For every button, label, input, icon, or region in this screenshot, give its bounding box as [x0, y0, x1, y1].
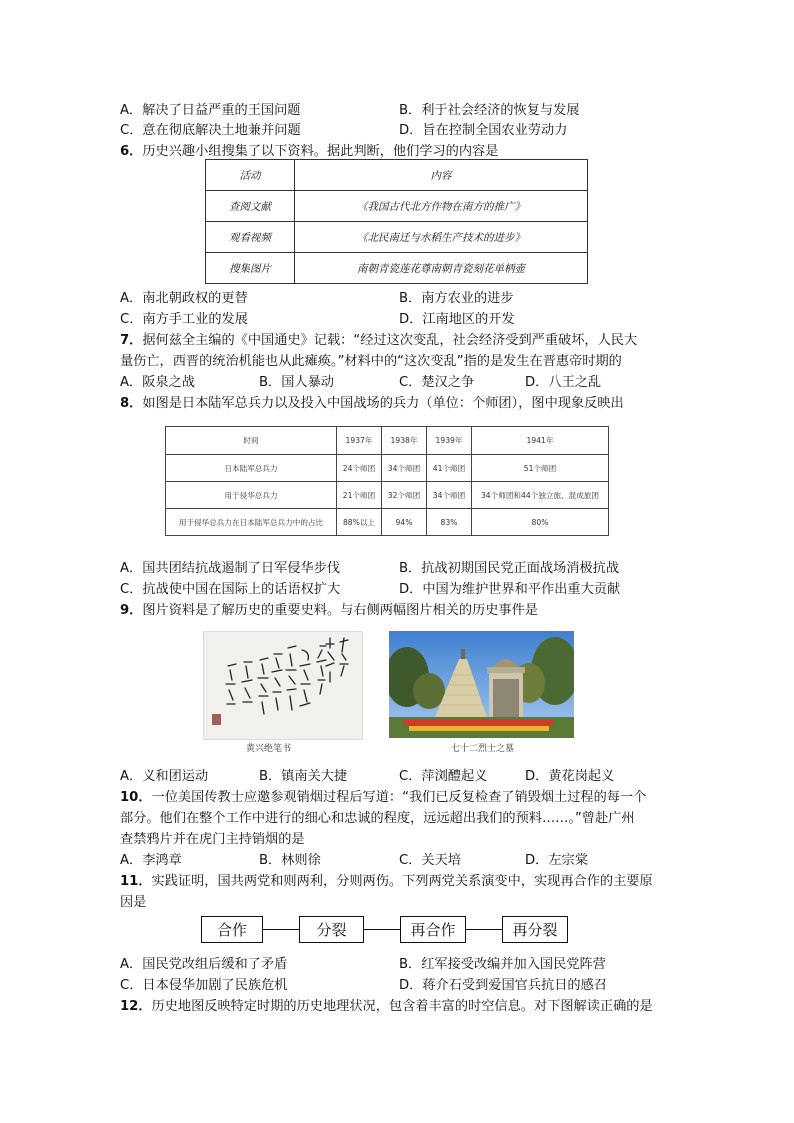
table-header: 1939年: [427, 427, 472, 455]
table-cell: 34个师团和44个独立旅、混成旅团: [472, 482, 609, 509]
q5-option-d: D．旨在控制全国农业劳动力: [399, 123, 568, 138]
table-cell: 21个师团: [337, 482, 382, 509]
table-cell: 南朝青瓷莲花尊南朝青瓷刻花单柄壶: [295, 253, 588, 284]
question-number: 6．: [120, 144, 143, 159]
q6-option-b: B．南方农业的进步: [399, 291, 514, 306]
table-cell: 《北民南迁与水稻生产技术的进步》: [295, 222, 588, 253]
q8-table: [165, 426, 609, 536]
image-caption: 七十二烈士之墓: [451, 744, 515, 754]
table-cell: 《我国古代北方作物在南方的推广》: [295, 191, 588, 222]
question-10-line3: 查禁鸦片并在虎门主持销烟的是: [120, 832, 305, 847]
q5-option-b: B．利于社会经济的恢复与发展: [399, 103, 580, 118]
question-stem-line: 据何兹全主编的《中国通史》记载：“经过这次变乱，社会经济受到严重破坏，人民大: [142, 333, 638, 348]
table-cell: 94%: [382, 509, 427, 536]
question-number: 9．: [120, 603, 143, 618]
flow-step-recooperation: 再合作: [400, 916, 466, 943]
table-header: 内容: [295, 160, 588, 191]
table-header: 1941年: [472, 427, 609, 455]
question-10: [120, 786, 646, 805]
table-cell: 日本陆军总兵力: [166, 455, 337, 482]
question-stem: 如图是日本陆军总兵力以及投入中国战场的兵力（单位：个师团），图中现象反映出: [142, 396, 624, 411]
q8-option-c: C．抗战使中国在国际上的话语权扩大: [120, 582, 341, 597]
table-header: 活动: [206, 160, 295, 191]
question-9: [120, 599, 538, 618]
q6-option-c: C．南方手工业的发展: [120, 312, 248, 327]
question-stem: 历史地图反映特定时期的历史地理状况，包含着丰富的时空信息。对下图解读正确的是: [151, 999, 653, 1014]
table-cell: 32个师团: [382, 482, 427, 509]
question-7: [120, 329, 637, 348]
flow-step-cooperation: 合作: [201, 916, 263, 943]
flow-connector: [262, 929, 299, 930]
table-cell: 80%: [472, 509, 609, 536]
table-cell: 观看视频: [206, 222, 295, 253]
question-number: 10．: [120, 790, 152, 805]
question-stem: 历史兴趣小组搜集了以下资料。据此判断，他们学习的内容是: [142, 144, 499, 159]
question-10-line2: 部分。他们在整个工作中进行的细心和忠诚的程度，远远超出我们的预料……。”曾赴广州: [120, 811, 635, 826]
q10-option-c: C．关天培: [399, 853, 461, 868]
q7-option-d: D．八王之乱: [525, 375, 602, 390]
q7-option-c: C．楚汉之争: [399, 375, 475, 390]
q10-option-a: A．李鸿章: [120, 853, 182, 868]
question-8: [120, 392, 624, 411]
q8-option-d: D．中国为维护世界和平作出重大贡献: [399, 582, 621, 597]
image-caption: 黄兴绝笔书: [246, 744, 292, 754]
q11-option-c: C．日本侵华加剧了民族危机: [120, 978, 288, 993]
question-11-line2: 因是: [120, 895, 147, 910]
table-cell: 88%以上: [337, 509, 382, 536]
question-number: 8．: [120, 396, 143, 411]
question-stem-line: 实践证明，国共两党和则两利，分则两伤。下列两党关系演变中，实现再合作的主要原: [151, 874, 653, 889]
table-cell: 41个师团: [427, 455, 472, 482]
table-cell: 查阅文献: [206, 191, 295, 222]
q11-option-b: B．红军接受改编并加入国民党阵营: [399, 957, 606, 972]
q9-option-c: C．萍浏醴起义: [399, 769, 488, 784]
table-cell: 用于侵华总兵力: [166, 482, 337, 509]
table-cell: 用于侵华总兵力在日本陆军总兵力中的占比: [166, 509, 337, 536]
question-number: 7．: [120, 333, 143, 348]
table-cell: 24个师团: [337, 455, 382, 482]
question-number: 11．: [120, 874, 152, 889]
question-12: [120, 995, 653, 1014]
q5-option-a: A．解决了日益严重的王国问题: [120, 103, 301, 118]
q11-option-d: D．蒋介石受到爱国官兵抗日的感召: [399, 978, 607, 993]
table-cell: 搜集图片: [206, 253, 295, 284]
question-11: [120, 870, 653, 889]
q7-option-b: B．国人暴动: [259, 375, 334, 390]
calligraphy-letter-image: [203, 631, 363, 740]
question-7-line2: 量伤亡，西晋的统治机能也从此瘫痪。”材料中的“这次变乱”指的是发生在晋惠帝时期的: [120, 354, 622, 369]
q6-table: [205, 159, 588, 284]
q5-option-c: C．意在彻底解决土地兼并问题: [120, 123, 301, 138]
q9-option-d: D．黄花岗起义: [525, 769, 615, 784]
question-stem: 图片资料是了解历史的重要史料。与右侧两幅图片相关的历史事件是: [142, 603, 538, 618]
table-cell: 34个师团: [427, 482, 472, 509]
table-header: 1937年: [337, 427, 382, 455]
q10-option-d: D．左宗棠: [525, 853, 588, 868]
q6-option-a: A．南北朝政权的更替: [120, 291, 248, 306]
question-6: [120, 140, 498, 159]
question-number: 12．: [120, 999, 152, 1014]
flow-connector: [363, 929, 400, 930]
q6-option-d: D．江南地区的开发: [399, 312, 515, 327]
table-cell: 34个师团: [382, 455, 427, 482]
q9-option-a: A．义和团运动: [120, 769, 209, 784]
q9-option-b: B．镇南关大捷: [259, 769, 348, 784]
flow-connector: [465, 929, 502, 930]
flow-step-split: 分裂: [299, 916, 364, 943]
q10-option-b: B．林则徐: [259, 853, 321, 868]
table-cell: 83%: [427, 509, 472, 536]
table-header: 时间: [166, 427, 337, 455]
question-stem-line: 一位美国传教士应邀参观销烟过程后写道：“我们已反复检查了销毁烟土过程的每一个: [151, 790, 647, 805]
flow-step-resplit: 再分裂: [502, 916, 568, 943]
table-cell: 51个师团: [472, 455, 609, 482]
table-header: 1938年: [382, 427, 427, 455]
monument-photo: [389, 631, 574, 738]
q11-option-a: A．国民党改组后缓和了矛盾: [120, 957, 288, 972]
q8-option-b: B．抗战初期国民党正面战场消极抗战: [399, 561, 620, 576]
q7-option-a: A．阪泉之战: [120, 375, 195, 390]
q8-option-a: A．国共团结抗战遏制了日军侵华步伐: [120, 561, 341, 576]
